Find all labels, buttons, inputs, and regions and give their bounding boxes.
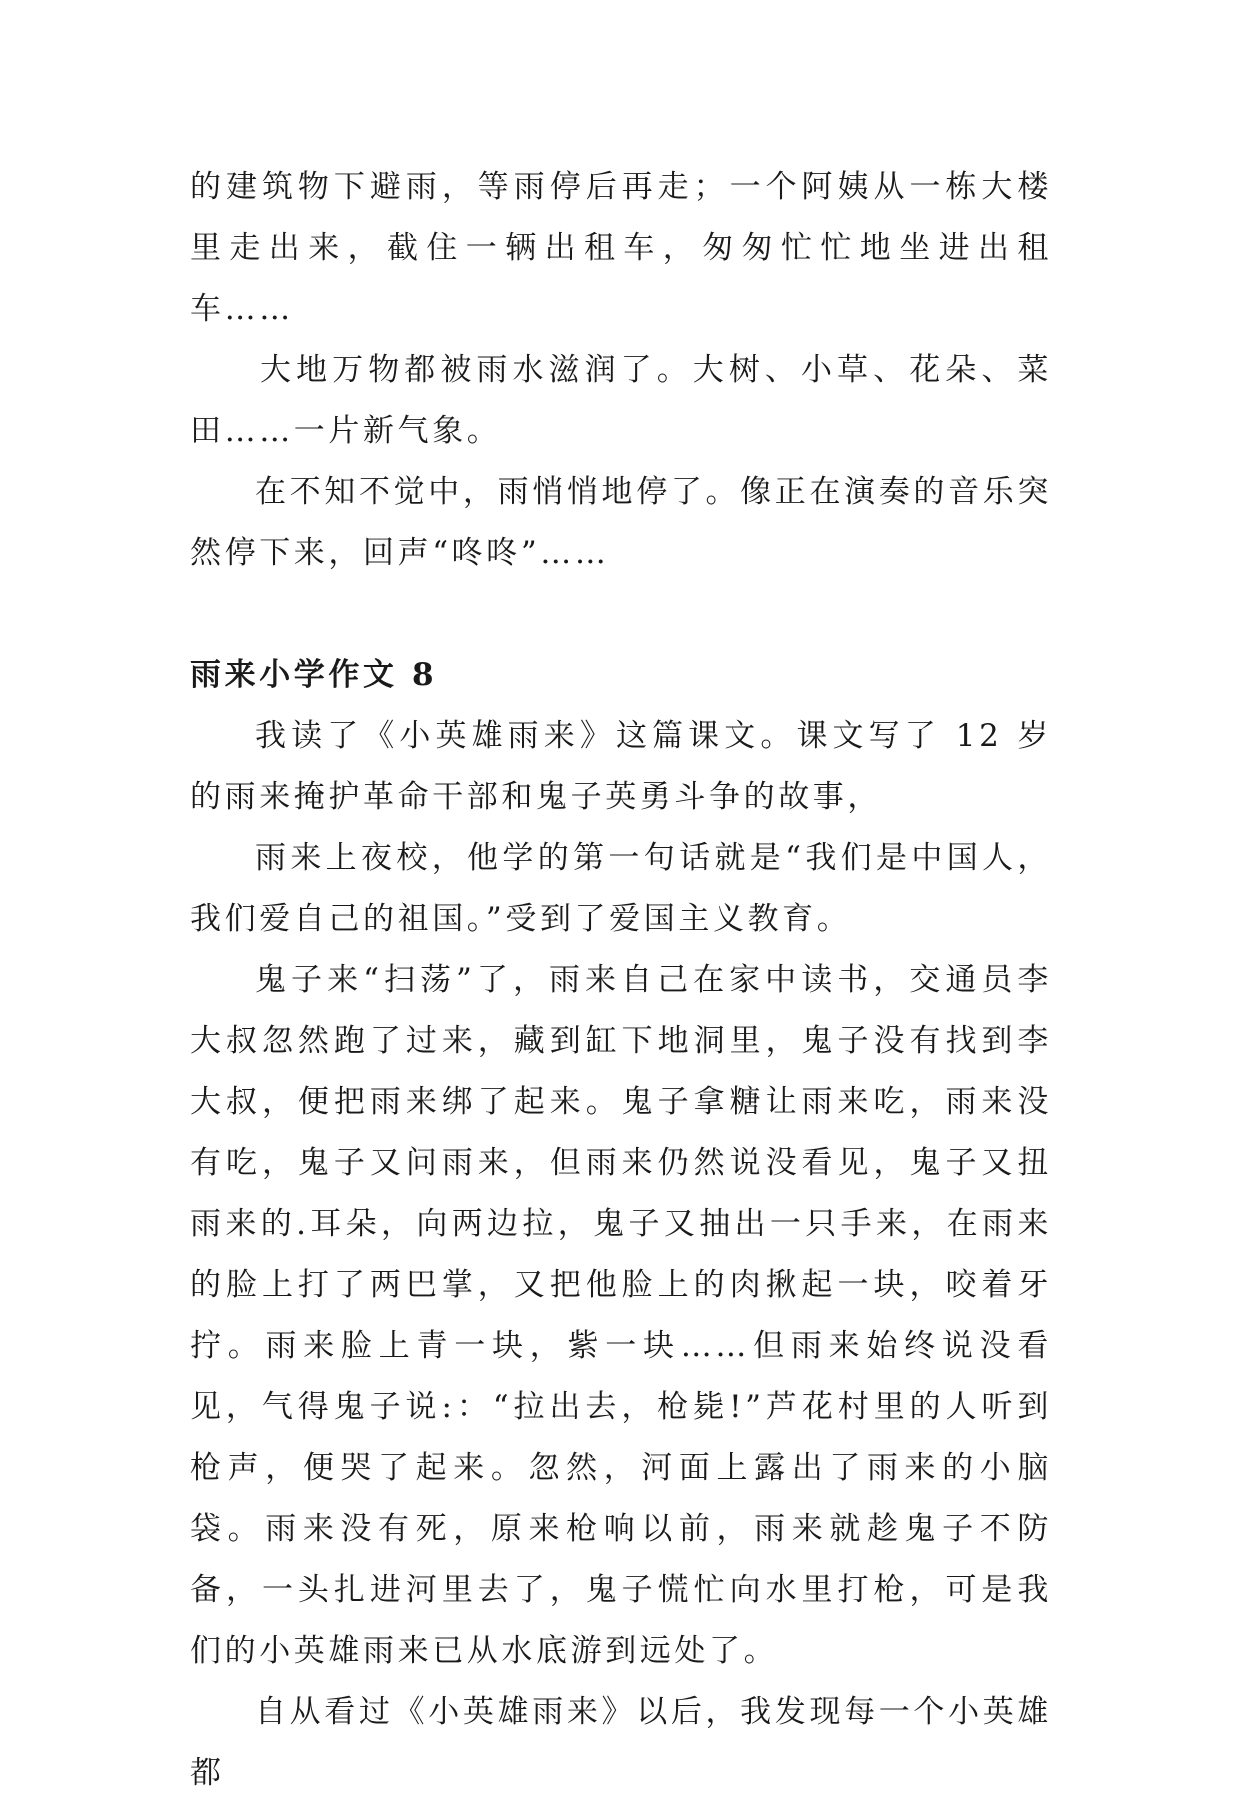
paragraph-reflection: 自从看过《小英雄雨来》以后，我发现每一个小英雄都 [190,1694,1052,1791]
paragraph-story: 鬼子来“扫荡”了，雨来自己在家中读书，交通员李大叔忽然跑了过来，藏到缸下地洞里，鬼子没有找到李大叔，便把雨来绑了起来。鬼子拿糖让雨来吃，雨来没有吃，鬼子又问雨来，但雨来仍然说没看见，鬼子又扭雨来的.耳朵，向两边拉，鬼子又抽出一只手来，在雨来的脸上打了两巴掌，又把他脸上的肉揪起一块，咬着牙拧。雨来脸上青一块，紫一块……但雨来始终说没看见，气得鬼子说:：“拉出去，枪毙!”芦花村里的人听到枪声，便哭了起来。忽然，河面上露出了雨来的小脑袋。雨来没有死，原来枪响以前，雨来就趁鬼子不防备，一头扎进河里去了，鬼子慌忙向水里打枪，可是我们的小英雄雨来已从水底游到远处了。 [190,962,1052,1669]
paragraph-rain-stops: 在不知不觉中，雨悄悄地停了。像正在演奏的音乐突然停下来，回声“咚咚”…… [190,474,1052,571]
document-body [190,157,1052,1804]
paragraph-continuation: 的建筑物下避雨，等雨停后再走；一个阿姨从一栋大楼里走出来，截住一辆出租车，匆匆忙忙地坐进出租车…… [190,169,1052,327]
paragraph-intro: 我读了《小英雄雨来》这篇课文。课文写了 12 岁的雨来掩护革命干部和鬼子英勇斗争的故事， [190,718,1052,815]
section-title: 雨来小学作文 8 [190,657,438,693]
paragraph-nature: 大地万物都被雨水滋润了。大树、小草、花朵、菜田……一片新气象。 [190,352,1052,449]
paragraph-night-school: 雨来上夜校，他学的第一句话就是“我们是中国人，我们爱自己的祖国。”受到了爱国主义教育。 [190,840,1052,937]
